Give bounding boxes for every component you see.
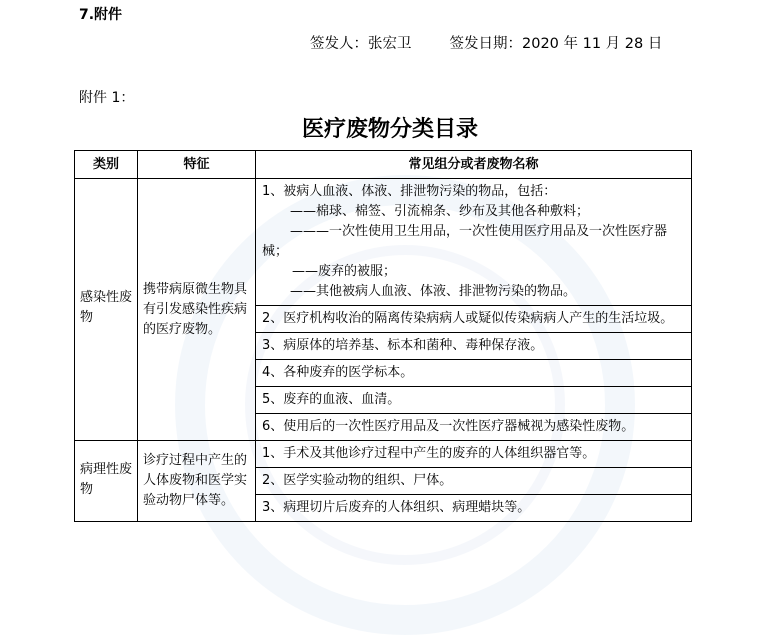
- document-title: 医疗废物分类目录: [301, 116, 478, 142]
- pathological-item-3: 3、病理切片后废弃的人体组织、病理蜡块等。: [256, 495, 692, 522]
- feature-pathological: 诊疗过程中产生的人体废物和医学实验动物尸体等。: [138, 441, 256, 522]
- category-infectious: 感染性废物: [75, 179, 138, 441]
- infectious-item-1-sub-1: ——棉球、棉签、引流棉条、纱布及其他各种敷料；: [290, 204, 590, 219]
- infectious-item-5: 5、废弃的血液、血清。: [256, 387, 692, 414]
- category-pathological: 病理性废物: [75, 441, 138, 522]
- pathological-item-1: 1、手术及其他诊疗过程中产生的废弃的人体组织器官等。: [256, 441, 692, 468]
- attachment-label: 附件 1：: [79, 90, 135, 106]
- waste-catalog-table: [74, 150, 692, 522]
- infectious-item-6: 6、使用后的一次性医疗用品及一次性医疗器械视为感染性废物。: [256, 414, 692, 441]
- feature-infectious: 携带病原微生物具有引发感染性疾病的医疗废物。: [138, 179, 256, 441]
- signer-label: 签发人：: [310, 36, 368, 52]
- infectious-item-2: 2、医疗机构收治的隔离传染病病人或疑似传染病病人产生的生活垃圾。: [256, 306, 692, 333]
- table-header-row: [75, 151, 692, 179]
- sign-date-label: 签发日期：: [449, 36, 522, 52]
- header-category: 类别: [75, 151, 138, 179]
- header-feature: 特征: [138, 151, 256, 179]
- infectious-item-1-sub-2: ———一次性使用卫生用品，一次性使用医疗用品及一次性医疗器械；: [262, 224, 668, 259]
- table-row: [75, 441, 692, 468]
- infectious-item-1-intro: 1、被病人血液、体液、排泄物污染的物品，包括：: [262, 184, 557, 199]
- infectious-item-4: 4、各种废弃的医学标本。: [256, 360, 692, 387]
- infectious-item-1-sub-4: ——其他被病人血液、体液、排泄物污染的物品。: [290, 284, 577, 299]
- signer-line: [310, 32, 662, 53]
- header-components: 常见组分或者废物名称: [256, 151, 692, 179]
- infectious-item-3: 3、病原体的培养基、标本和菌种、毒种保存液。: [256, 333, 692, 360]
- pathological-item-2: 2、医学实验动物的组织、尸体。: [256, 468, 692, 495]
- sign-date-value: 2020 年 11 月 28 日: [522, 36, 663, 52]
- signer-name: 张宏卫: [368, 36, 412, 52]
- infectious-item-1: [256, 179, 692, 306]
- section-heading: 7.附件: [79, 7, 123, 23]
- table-row: [75, 179, 692, 306]
- infectious-item-1-sub-3: ——废弃的被服；: [292, 264, 397, 279]
